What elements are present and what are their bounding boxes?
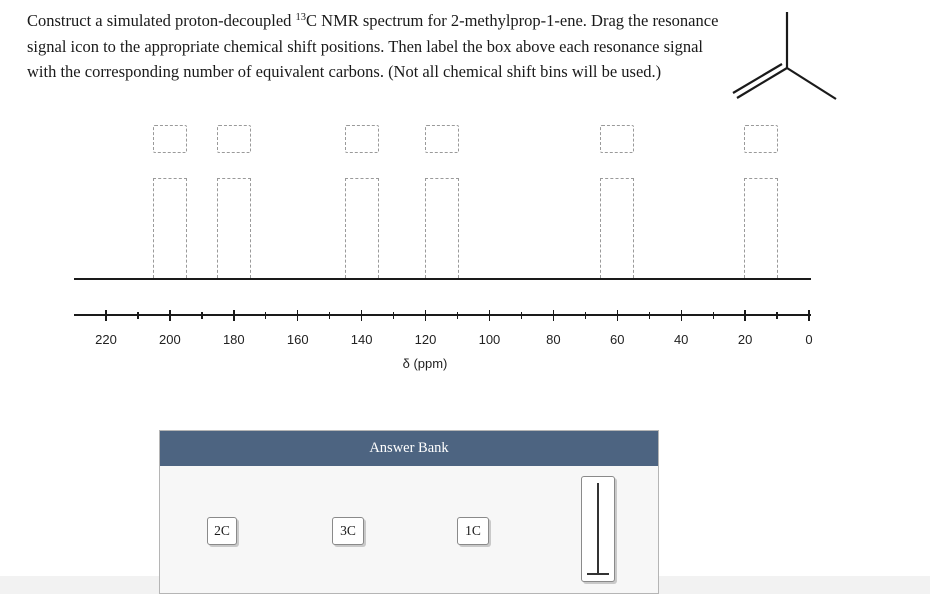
question-text-part1: Construct a simulated proton-decoupled bbox=[27, 11, 296, 30]
major-tick bbox=[744, 310, 745, 321]
major-tick bbox=[425, 310, 426, 321]
tick-label-40: 40 bbox=[673, 332, 689, 347]
bin-label-box[interactable] bbox=[744, 125, 778, 153]
spectrum-baseline bbox=[74, 278, 811, 280]
bin-label-box[interactable] bbox=[217, 125, 251, 153]
ppm-axis bbox=[74, 314, 811, 316]
bin-label-box[interactable] bbox=[425, 125, 459, 153]
tick-label-180: 180 bbox=[222, 332, 245, 347]
major-tick bbox=[297, 310, 298, 321]
major-tick bbox=[553, 310, 554, 321]
bin-label-box[interactable] bbox=[153, 125, 187, 153]
bin-signal-slot[interactable] bbox=[744, 178, 778, 278]
tick-label-120: 120 bbox=[414, 332, 437, 347]
major-tick bbox=[233, 310, 234, 321]
tick-label-200: 200 bbox=[159, 332, 181, 347]
answer-bank bbox=[159, 430, 659, 594]
minor-tick bbox=[776, 312, 777, 319]
minor-tick bbox=[713, 312, 714, 319]
bin-signal-slot[interactable] bbox=[600, 178, 634, 278]
label-chip-1c[interactable]: 1C bbox=[457, 517, 489, 545]
bin-signal-slot[interactable] bbox=[345, 178, 379, 278]
minor-tick bbox=[265, 312, 266, 319]
question-text bbox=[27, 8, 727, 85]
signal-peak-line bbox=[597, 483, 599, 575]
minor-tick bbox=[201, 312, 202, 319]
tick-label-80: 80 bbox=[546, 332, 561, 347]
minor-tick bbox=[393, 312, 394, 319]
minor-tick bbox=[457, 312, 458, 319]
answer-bank-title: Answer Bank bbox=[160, 431, 658, 466]
tick-label-20: 20 bbox=[737, 332, 753, 347]
bin-signal-slot[interactable] bbox=[153, 178, 187, 278]
tick-label-140: 140 bbox=[350, 332, 373, 347]
tick-label-60: 60 bbox=[610, 332, 625, 347]
label-chip-2c[interactable]: 2C bbox=[207, 517, 237, 545]
bin-signal-slot[interactable] bbox=[217, 178, 251, 278]
minor-tick bbox=[329, 312, 330, 319]
bin-label-box[interactable] bbox=[600, 125, 634, 153]
major-tick bbox=[808, 310, 809, 321]
tick-label-100: 100 bbox=[478, 332, 501, 347]
resonance-signal-icon[interactable] bbox=[581, 476, 615, 582]
axis-title: δ (ppm) bbox=[402, 356, 448, 371]
tick-label-220: 220 bbox=[95, 332, 117, 347]
bin-signal-slot[interactable] bbox=[425, 178, 459, 278]
tick-label-0: 0 bbox=[805, 332, 813, 347]
major-tick bbox=[681, 310, 682, 321]
minor-tick bbox=[521, 312, 522, 319]
signal-peak-base bbox=[587, 573, 609, 575]
label-chip-3c[interactable]: 3C bbox=[332, 517, 364, 545]
bin-label-box[interactable] bbox=[345, 125, 379, 153]
minor-tick bbox=[585, 312, 586, 319]
major-tick bbox=[361, 310, 362, 321]
major-tick bbox=[617, 310, 618, 321]
isotope-superscript: 13 bbox=[295, 12, 307, 23]
tick-label-160: 160 bbox=[286, 332, 309, 347]
major-tick bbox=[489, 310, 490, 321]
molecule-structure-icon bbox=[730, 8, 840, 104]
minor-tick bbox=[137, 312, 138, 319]
minor-tick bbox=[649, 312, 650, 319]
major-tick bbox=[169, 310, 170, 321]
major-tick bbox=[105, 310, 106, 321]
question-text-part2: C NMR spectrum for 2-methylprop-1-ene. Drag the resonance signal icon to the appropriate chemical shift positions. Then label the box above each resonance signal with the corresponding number of equivalent carbons. (Not all chemical shift bins will be used.) bbox=[27, 11, 719, 81]
